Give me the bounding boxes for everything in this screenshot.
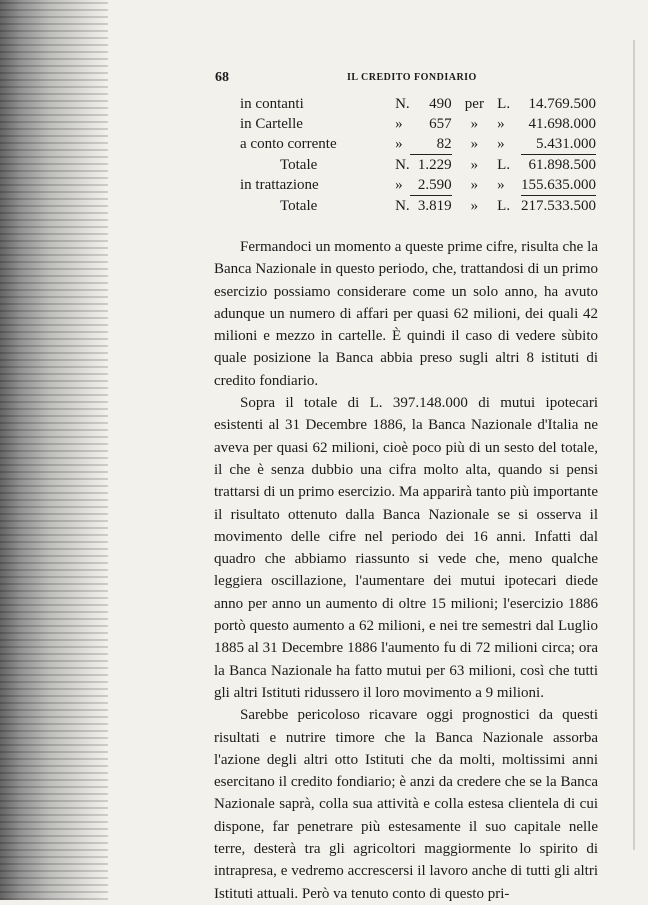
table-row — [240, 175, 596, 196]
page-header — [215, 70, 599, 90]
row-n-marker: N. — [395, 96, 410, 112]
row-label: Totale — [280, 156, 318, 173]
row-count: 490 — [429, 96, 452, 112]
row-l-marker: L. — [497, 197, 511, 214]
table-row — [240, 114, 596, 134]
running-title: IL CREDITO FONDIARIO — [347, 72, 477, 83]
table-row — [240, 94, 596, 114]
row-per: » — [470, 136, 479, 153]
row-l-marker: L. — [497, 156, 511, 173]
row-per: » — [470, 116, 479, 132]
row-l-marker: L. — [497, 96, 511, 112]
page-edge-line — [633, 40, 635, 850]
paragraph: Sarebbe pericoloso ricavare oggi prognostici da questi risultati e nutrire timore che la Banca Nazionale assorba l'azione degli altri otto Istituti che da molti, moltissimi anni esercitano il credito fondiario; è anzi da credere che se la Banca Nazionale saprà, colla sua attività e colla estesa clientela di cui dispone, far penetrare più estesamente il suo capitale nelle terre, desterà tra gli agricoltori maggiormente lo spirito di intrapresa, e vedremo accrescersi il lavoro anche di tutti gli altri Istituti attuali. Però va tenuto conto di questo pri- — [214, 707, 598, 902]
row-per: » — [470, 156, 479, 173]
row-n-marker: » — [395, 116, 403, 132]
row-label: in Cartelle — [240, 116, 303, 132]
row-n-marker: N. — [395, 156, 410, 173]
row-amount: 217.533.500 — [521, 198, 596, 214]
row-l-marker: » — [497, 177, 505, 194]
book-spine-shadow — [0, 0, 108, 900]
table-row-total — [240, 155, 596, 176]
row-label: Totale — [280, 197, 318, 214]
row-amount: 5.431.000 — [521, 134, 596, 155]
mortgage-summary-table — [240, 94, 596, 216]
row-per: per — [464, 96, 484, 112]
table-row-total — [240, 196, 596, 217]
row-count: 2.590 — [410, 175, 452, 196]
row-n-marker: N. — [395, 197, 410, 214]
row-count: 1.229 — [417, 157, 452, 173]
row-count: 3.819 — [417, 198, 452, 214]
row-l-marker: » — [497, 116, 505, 132]
row-count: 657 — [429, 116, 452, 132]
row-label: in trattazione — [240, 177, 319, 194]
row-n-marker: » — [395, 177, 403, 194]
row-amount: 14.769.500 — [528, 96, 596, 112]
row-count: 82 — [410, 134, 452, 155]
table-row — [240, 134, 596, 155]
body-text — [214, 236, 598, 905]
row-per: » — [470, 177, 479, 194]
row-n-marker: » — [395, 136, 403, 153]
row-per: » — [470, 197, 479, 214]
row-label: a conto corrente — [240, 136, 337, 153]
paragraph: Fermandoci un momento a queste prime cifre, risulta che la Banca Nazionale in questo periodo, che, trattandosi di un primo esercizio possiamo considerare come un solo anno, ha avuto adunque un numero di affari per quasi 62 milioni, dei quali 42 milioni e mezzo in cartelle. È quindi il caso di vedere sùbito quale posizione la Banca abbia preso sugli altri 8 istituti di credito fondiario. — [214, 239, 598, 389]
paragraph: Sopra il totale di L. 397.148.000 di mutui ipotecari esistenti al 31 Decembre 1886, la Banca Nazionale d'Italia ne aveva per quasi 62 milioni, cioè poco più di un sesto del totale, il che è senza dubbio una cifra molto alta, quando si pensi trattarsi di un primo esercizio. Ma apparirà tanto più importante il risultato ottenuto dalla Banca Nazionale se si osserva il movimento delle cifre nel periodo dei 16 anni. Infatti dal quadro che abbiamo riassunto si vede che, meno qualche leggiera oscillazione, l'aumentare dei mutui ipotecari diede anno per anno un aumento di oltre 15 milioni; l'esercizio 1886 portò questo aumento a 62 milioni, e nei tre semestri dal Luglio 1885 al 31 Decembre 1886 l'aumento fu di 72 milioni circa; ora la Banca Nazionale ha fatto mutui per 63 milioni, così che tutti gli altri Istituti ridussero il loro movimento a 9 milioni. — [214, 395, 598, 701]
row-amount: 155.635.000 — [521, 175, 596, 196]
row-amount: 41.698.000 — [528, 116, 596, 132]
page-number: 68 — [215, 70, 229, 85]
row-l-marker: » — [497, 136, 505, 153]
row-amount: 61.898.500 — [528, 157, 596, 173]
row-label: in contanti — [240, 96, 304, 112]
